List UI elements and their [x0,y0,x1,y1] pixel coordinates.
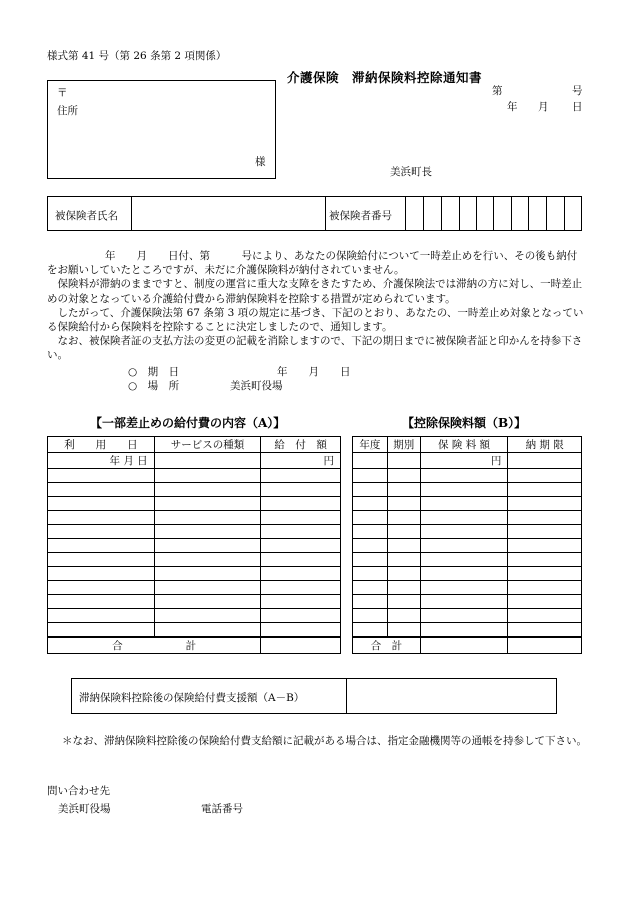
table-total-row [353,637,582,654]
table-row [48,623,341,637]
contact-phone-label: 電話番号 [201,803,243,815]
doc-number-prefix: 第 [492,85,503,97]
insured-row [47,196,582,231]
honorific: 様 [255,156,266,168]
note: ＊なお、滞納保険料控除後の保険給付費支給額に記載がある場合は、指定金融機関等の通帳を持参して下さい。 [62,735,587,747]
table-row [353,623,582,637]
table-row [48,539,341,553]
table-row [353,511,582,525]
cell-period [387,453,420,469]
total-due [508,637,582,654]
table-row [353,539,582,553]
schedule-place-label: ○ 場 所 [128,380,180,392]
insured-number-label: 被保険者番号 [329,210,392,222]
body-p1-date: 年 月 日付、第 号により、 [105,250,294,262]
date-day: 日 [572,101,583,113]
body-text [47,249,584,363]
insured-name-label: 被保険者氏名 [55,210,118,222]
page-title: 介護保険 滞納保険料控除通知書 [287,70,483,85]
body-p4: なお、被保険者証の支払方法の変更の記載を消除しますので、下記の期日までに被保険者証と印かんを持参下さい。 [47,335,583,362]
doc-number-suffix: 号 [572,85,583,97]
table-row [48,609,341,623]
table-row [353,497,582,511]
table-row [353,453,582,469]
table-row [353,581,582,595]
cell-usage-date: 年 月 日 [48,453,155,469]
schedule-date-label: ○ 期 日 [128,366,180,378]
table-row [353,483,582,497]
schedule-date-value: 年 月 日 [277,366,351,378]
contact-office: 美浜町役場 [58,803,111,815]
table-header-row [353,437,582,453]
address-label: 住所 [57,105,78,117]
header-fiscal-year: 年度 [353,437,388,453]
issuer: 美浜町長 [390,166,432,178]
date-month: 月 [538,101,549,113]
table-row [48,453,341,469]
table-row [48,483,341,497]
total-label: 合 計 [353,637,421,654]
table-b-title: 【控除保険料額（B）】 [402,416,527,430]
header-benefit-amount: 給 付 額 [261,437,341,453]
postal-mark: 〒 [57,87,68,99]
header-usage-date: 利 用 日 [48,437,155,453]
table-row [48,567,341,581]
result-label: 滞納保険料控除後の保険給付費支援額（A－B） [79,692,305,704]
total-premium [420,637,508,654]
table-row [48,581,341,595]
table-row [48,595,341,609]
benefit-table [47,436,341,654]
cell-service-type [154,453,261,469]
premium-table [352,436,582,654]
table-row [353,609,582,623]
cell-benefit-amount: 円 [261,453,341,469]
table-row [48,511,341,525]
contact-label: 問い合わせ先 [47,785,110,797]
table-a-title: 【一部差止めの給付費の内容（A）】 [90,416,286,430]
cell-due-date [508,453,582,469]
table-header-row [48,437,341,453]
table-row [353,469,582,483]
table-row [353,553,582,567]
table-row [48,497,341,511]
cell-premium-amount: 円 [420,453,508,469]
total-amount [261,637,341,654]
table-total-row [48,637,341,654]
header-period: 期別 [387,437,420,453]
schedule-place-value: 美浜町役場 [230,380,283,392]
table-row [48,525,341,539]
body-p2: 保険料が滞納のままですと、制度の運営に重大な支障をきたすため、介護保険法では滞納の方に対し、一時差止めの対象となっている介護給付費から滞納保険料を控除する措置が定められています。 [47,278,583,305]
total-label: 合 計 [48,637,261,654]
table-row [353,595,582,609]
body-p3: したがって、介護保険法第 67 条第 3 項の規定に基づき、下記のとおり、あなたの、一時差止め対象となっている保険給付から保険料を控除することに決定しましたので、通知します。 [47,306,584,334]
header-service-type: サービスの種類 [154,437,261,453]
table-row [48,553,341,567]
body-p1-rest: あなたの保険給付について一時差止めを行い、その後も納付をお願いしていたところですが、未だに介護保険料が納付されていません。 [47,250,578,277]
cell-fiscal-year [353,453,388,469]
table-row [48,469,341,483]
address-box [47,80,276,179]
header-premium-amount: 保 険 料 額 [420,437,508,453]
table-row [353,567,582,581]
date-year: 年 [507,101,518,113]
header-due-date: 納 期 限 [508,437,582,453]
form-number: 様式第 41 号（第 26 条第 2 項関係） [47,50,227,62]
result-box [71,678,557,714]
table-row [353,525,582,539]
